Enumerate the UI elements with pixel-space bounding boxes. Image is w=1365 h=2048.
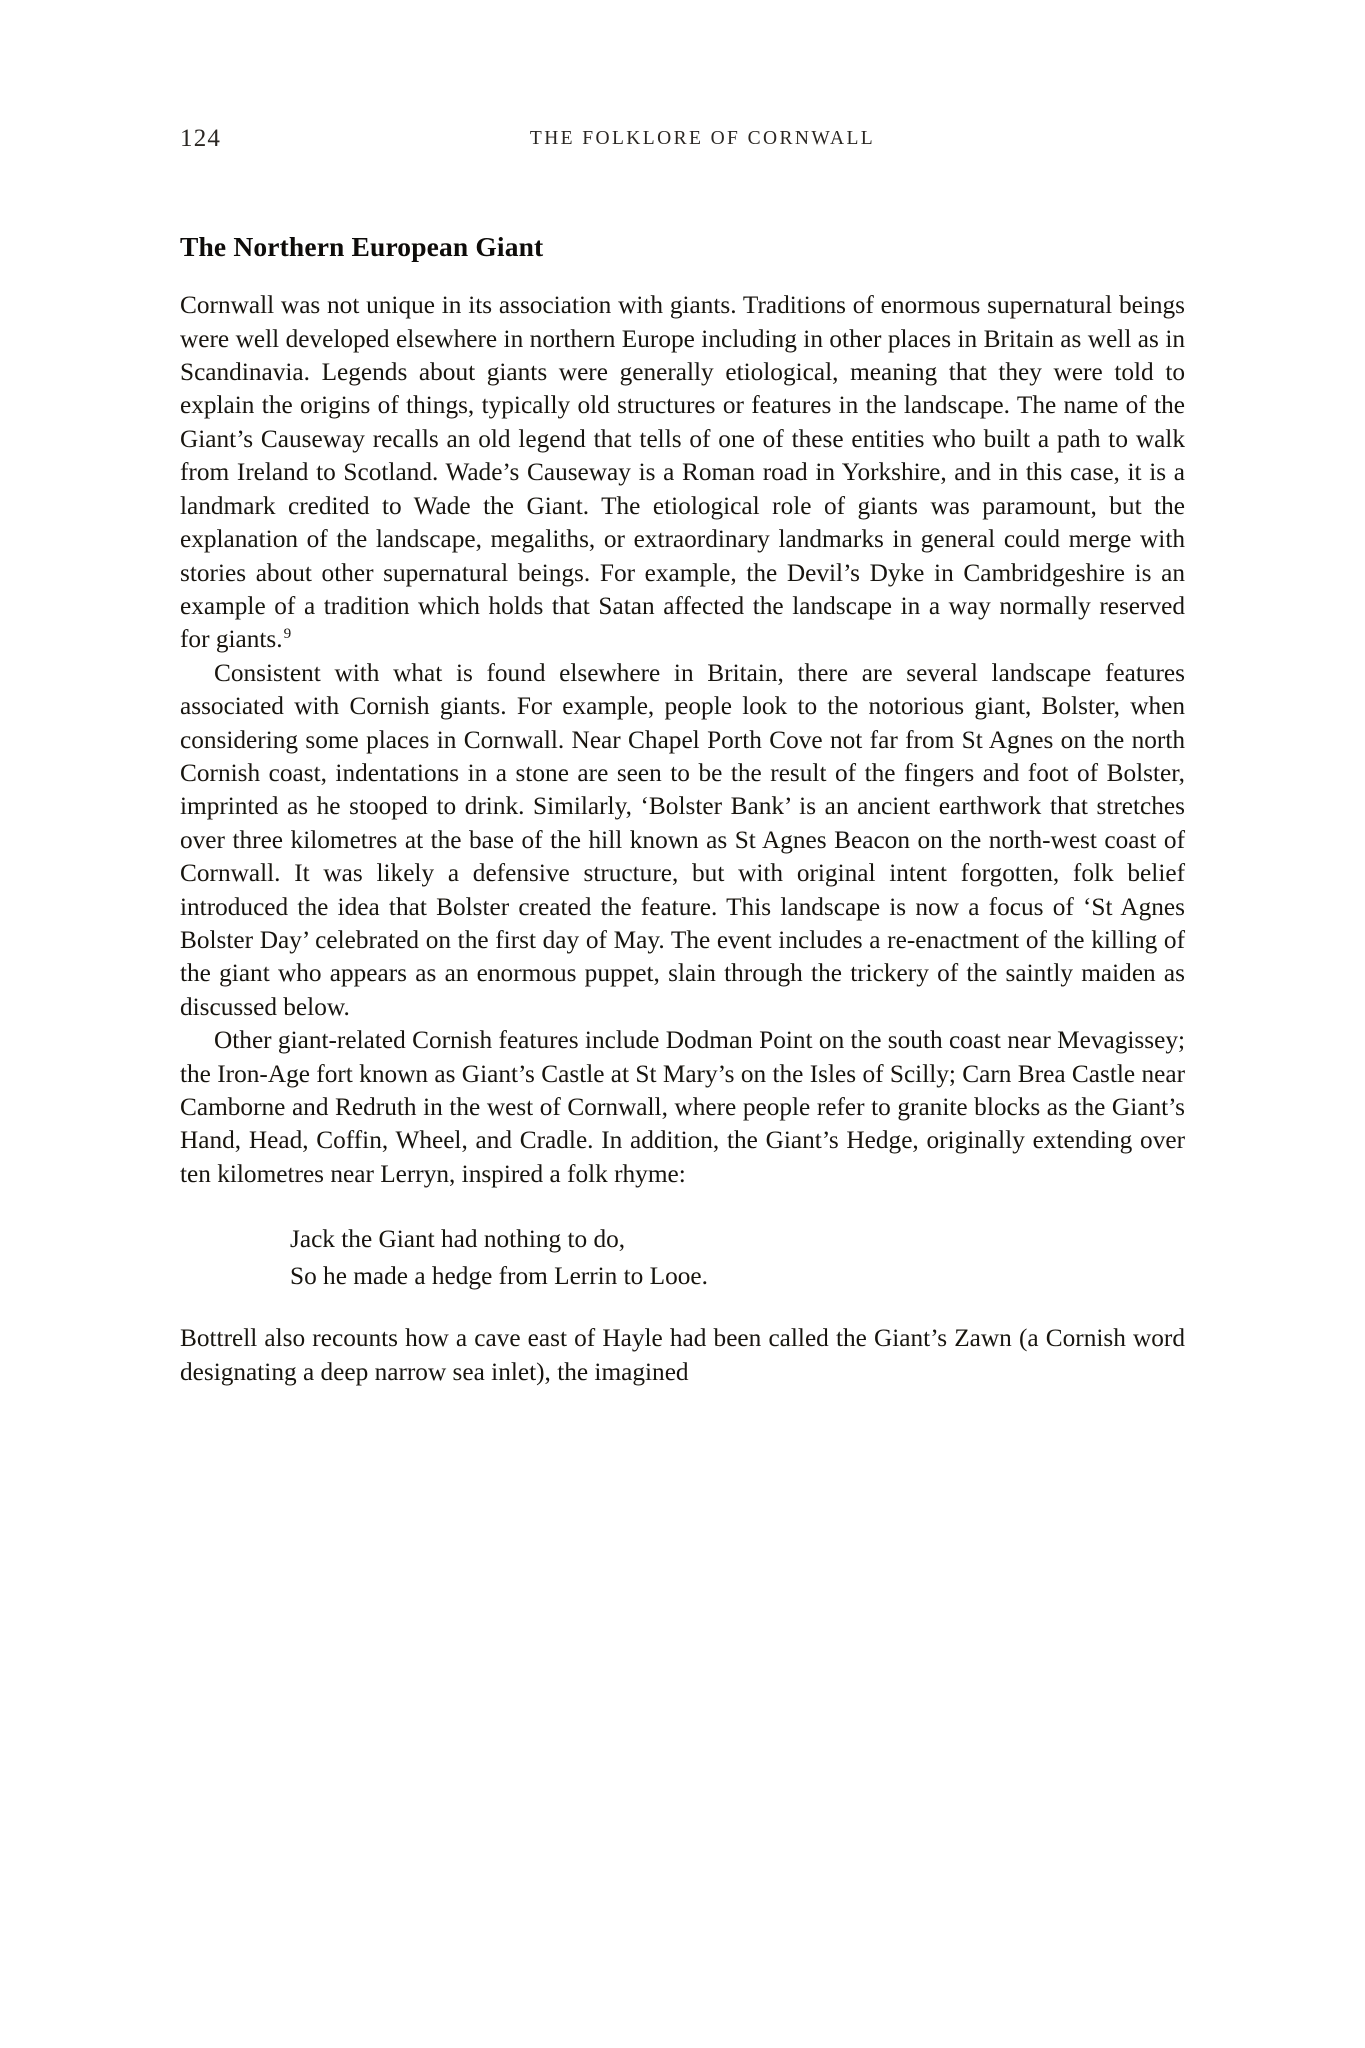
paragraph-4: Bottrell also recounts how a cave east of Hayle had been called the Giant’s Zawn (a Cornish word designating a deep narrow sea inlet), the imagined: [180, 1324, 1185, 1386]
section-heading: The Northern European Giant: [180, 231, 544, 262]
verse-line-1: Jack the Giant had nothing to do,: [290, 1225, 626, 1254]
text-column: [180, 0, 1185, 1389]
paragraph-2: Consistent with what is found elsewhere in Britain, there are several landscape features associated with Cornish giants. For example, people look to the notorious giant, Bolster, when considering some places in Cornwall. Near Chapel Porth Cove not far from St Agnes on the north Cornish coast, indentations in a stone are seen to be the result of the fingers and foot of Bolster, imprinted as he stooped to drink. Similarly, ‘Bolster Bank’ is an ancient earthwork that stretches over three kilometres at the base of the hill known as St Agnes Beacon on the north-west coast of Cornwall. It was likely a defensive structure, but with original intent forgotten, folk belief introduced the idea that Bolster created the feature. This landscape is now a focus of ‘St Agnes Bolster Day’ celebrated on the first day of May. The event includes a re-enactment of the killing of the giant who appears as an enormous puppet, slain through the trickery of the saintly maiden as discussed below.: [180, 658, 1185, 1021]
paragraph-3: Other giant-related Cornish features include Dodman Point on the south coast near Mevagissey; the Iron-Age fort known as Giant’s Castle at St Mary’s on the Isles of Scilly; Carn Brea Castle near Camborne and Redruth in the west of Cornwall, where people refer to granite blocks as the Giant’s Hand, Head, Coffin, Wheel, and Cradle. In addition, the Giant’s Hedge, originally extending over ten kilometres near Lerryn, inspired a folk rhyme:: [180, 1026, 1185, 1188]
running-head-title: THE FOLKLORE OF CORNWALL: [529, 128, 876, 149]
verse-block: [180, 1221, 1185, 1295]
footnote-reference: 9: [283, 624, 292, 642]
running-head: [180, 126, 1185, 186]
page-number: 124: [180, 125, 222, 152]
paragraph-1: [180, 289, 1185, 656]
paragraph-1-text: Cornwall was not unique in its association with giants. Traditions of enormous supernatural beings were well developed elsewhere in northern Europe including in other places in Britain as well as in Scandinavia. Legends about giants were generally etiological, meaning that they were told to explain the origins of things, typically old structures or features in the landscape. The name of the Giant’s Causeway recalls an old legend that tells of one of these entities who built a path to walk from Ireland to Scotland. Wade’s Causeway is a Roman road in Yorkshire, and in this case, it is a landmark credited to Wade the Giant. The etiological role of giants was paramount, but the explanation of the landscape, megaliths, or extraordinary landmarks in general could merge with stories about other supernatural beings. For example, the Devil’s Dyke in Cambridgeshire is an example of a tradition which holds that Satan affected the landscape in a way normally reserved for giants.: [180, 291, 1185, 654]
verse-line-2: So he made a hedge from Lerrin to Looe.: [290, 1262, 708, 1291]
